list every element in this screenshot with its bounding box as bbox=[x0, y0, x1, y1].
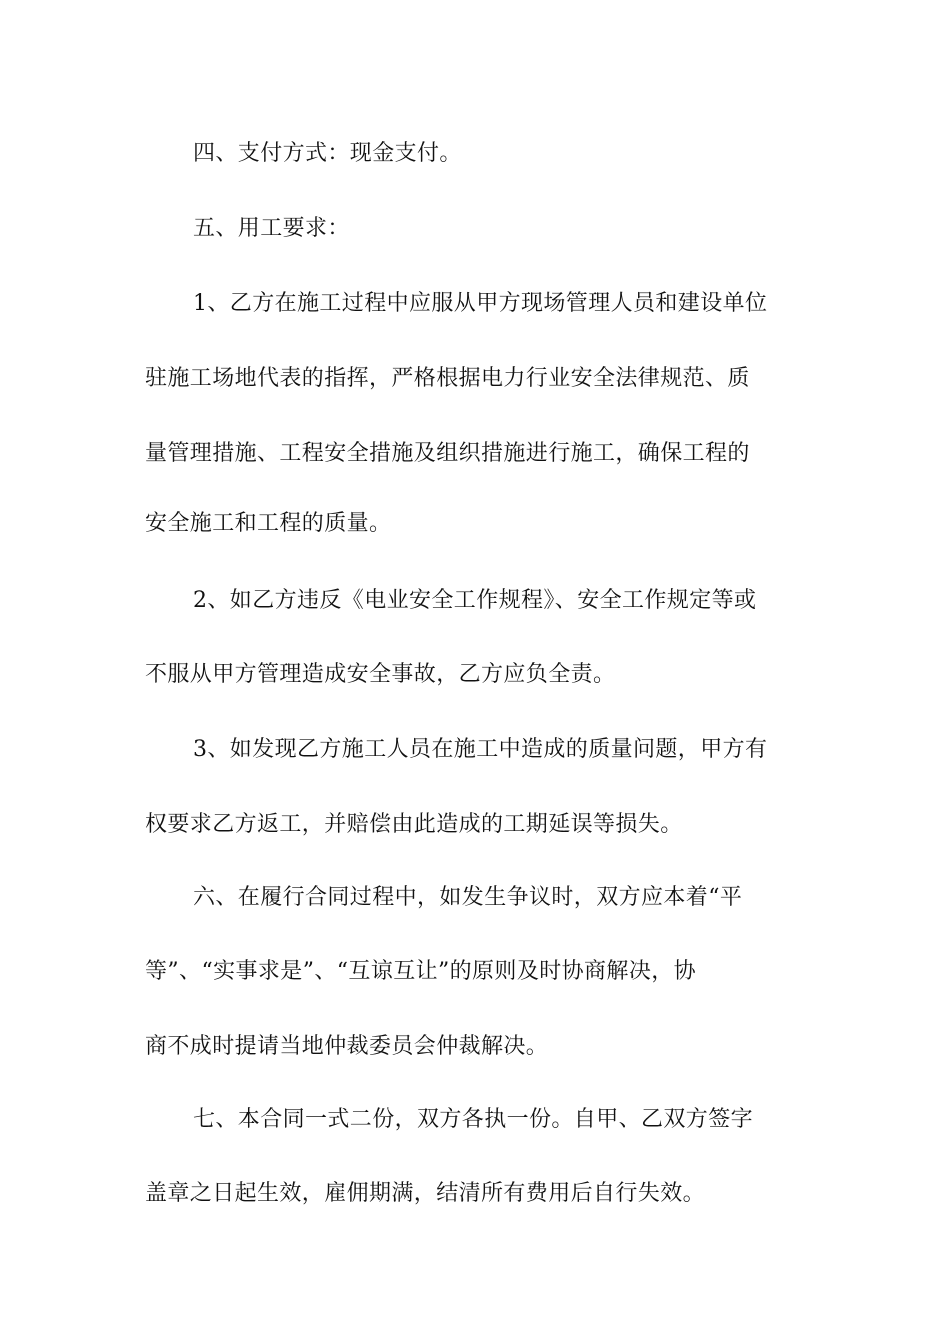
section-7-line-1: 七、本合同一式二份，双方各执一份。自甲、乙双方签字 bbox=[193, 1107, 754, 1132]
clause-1-line-4: 安全施工和工程的质量。 bbox=[145, 511, 392, 536]
section-6-line-2: 等”、“实事求是”、“互谅互让”的原则及时协商解决，协 bbox=[145, 959, 697, 984]
clause-2-line-1: 2、如乙方违反《电业安全工作规程》、安全工作规定等或 bbox=[193, 588, 757, 613]
clause-2-line-2: 不服从甲方管理造成安全事故，乙方应负全责。 bbox=[145, 662, 616, 687]
clause-3-line-1: 3、如发现乙方施工人员在施工中造成的质量问题，甲方有 bbox=[193, 737, 768, 762]
section-4-payment: 四、支付方式：现金支付。 bbox=[193, 141, 462, 166]
section-6-line-3: 商不成时提请当地仲裁委员会仲裁解决。 bbox=[145, 1034, 549, 1059]
section-6-line-1: 六、在履行合同过程中，如发生争议时，双方应本着“平 bbox=[193, 885, 743, 910]
section-5-heading: 五、用工要求： bbox=[193, 216, 350, 241]
clause-1-line-2: 驻施工场地代表的指挥，严格根据电力行业安全法律规范、质 bbox=[145, 366, 750, 391]
clause-3-line-2: 权要求乙方返工，并赔偿由此造成的工期延误等损失。 bbox=[145, 812, 683, 837]
section-7-line-2: 盖章之日起生效，雇佣期满，结清所有费用后自行失效。 bbox=[145, 1181, 706, 1206]
clause-1-line-1: 1、乙方在施工过程中应服从甲方现场管理人员和建设单位 bbox=[193, 291, 768, 316]
clause-1-line-3: 量管理措施、工程安全措施及组织措施进行施工，确保工程的 bbox=[145, 441, 750, 466]
